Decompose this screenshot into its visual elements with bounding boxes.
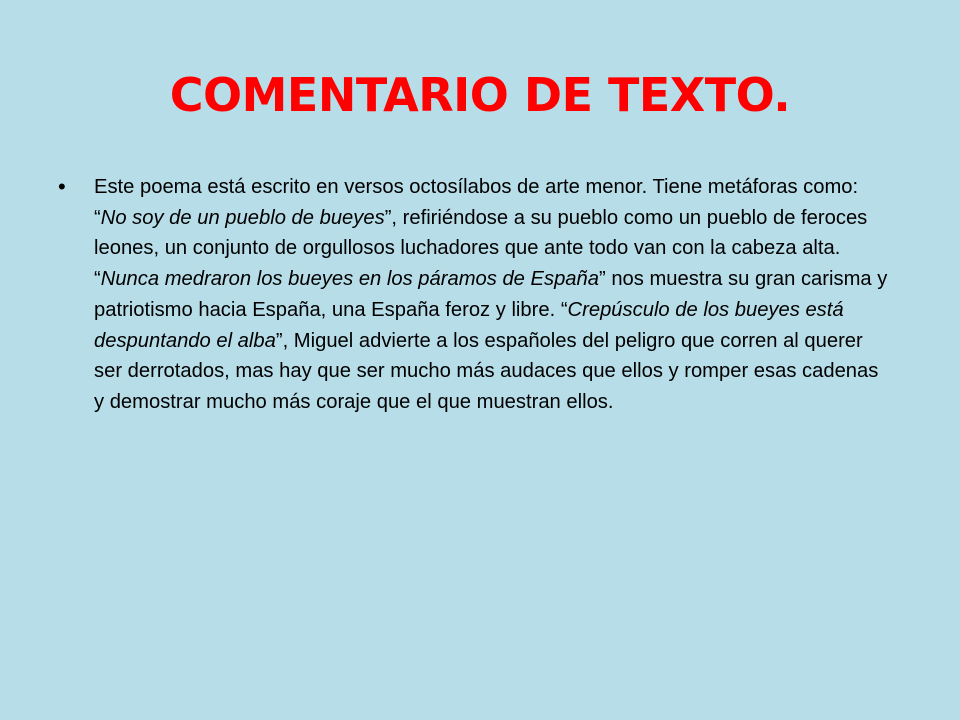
commentary-paragraph xyxy=(94,172,888,418)
paragraph-text-carisma: ” nos muestra su gran carisma y patriotismo hacia España, una España feroz y libre. “ xyxy=(94,268,888,321)
slide-body xyxy=(58,172,888,418)
paragraph-text-conclusion: ”, Miguel advierte a los españoles del peligro que corren al querer ser derrotados, mas hay que ser mucho más audaces que ellos y romper esas cadenas y demostrar mucho más coraje que el que muestran ellos. xyxy=(94,329,879,413)
paragraph-text-intro: Este poema está escrito en versos octosílabos de arte menor. Tiene metáforas como: “ xyxy=(94,176,859,229)
paragraph-text-leones: ”, refiriéndose a su pueblo como un pueblo de feroces leones, un conjunto de orgullosos luchadores que ante todo van con la cabeza alta. “ xyxy=(94,206,868,291)
bullet-icon: • xyxy=(58,174,66,199)
bullet-item xyxy=(58,172,888,418)
quote-crepusculo: Crepúsculo de los bueyes está despuntando el alba xyxy=(94,298,844,352)
quote-nunca-medraron: Nunca medraron los bueyes en los páramos de España xyxy=(100,268,599,291)
slide-title: COMENTARIO DE TEXTO. xyxy=(169,68,791,122)
quote-no-soy-de-un-pueblo: No soy de un pueblo de bueyes xyxy=(100,206,385,229)
